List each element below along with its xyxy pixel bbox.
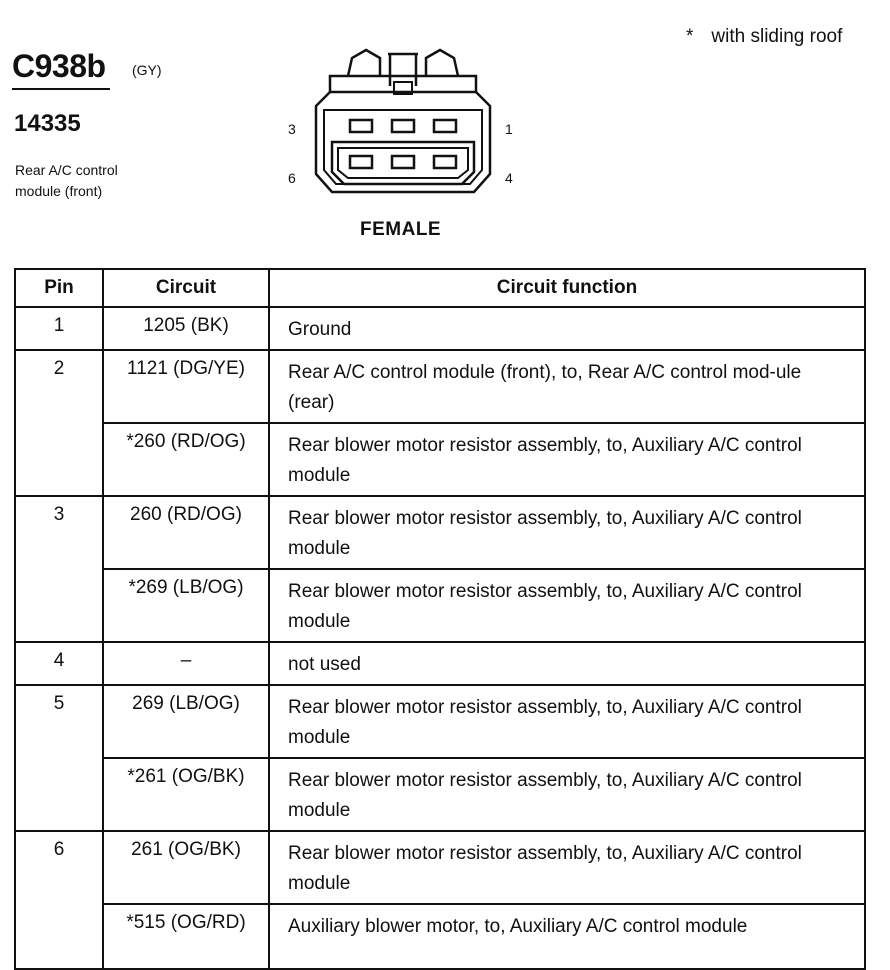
function-header: Circuit function [269,269,865,307]
table-header-row [15,269,865,307]
function-cell: Auxiliary blower motor, to, Auxiliary A/C control module [269,904,865,969]
pin-label-3: 3 [288,121,296,137]
connector-code: C938b [12,48,106,84]
table-row [15,642,865,685]
table-row [15,831,865,904]
pin-cell: 4 [15,642,103,685]
pin-label-6: 6 [288,170,296,186]
connector-gender: FEMALE [360,219,442,240]
circuit-cell: *515 (OG/RD) [103,904,269,969]
function-cell: Rear blower motor resistor assembly, to, Auxiliary A/C control module [269,496,865,569]
function-cell: Rear blower motor resistor assembly, to, Auxiliary A/C control module [269,569,865,642]
circuit-cell: *261 (OG/BK) [103,758,269,831]
function-cell: Rear blower motor resistor assembly, to, Auxiliary A/C control module [269,831,865,904]
pin-cell: 2 [15,350,103,496]
pin-label-1: 1 [505,121,513,137]
circuit-cell: 1205 (BK) [103,307,269,350]
table-row [15,904,865,969]
function-cell: Rear blower motor resistor assembly, to, Auxiliary A/C control module [269,423,865,496]
table-row [15,350,865,423]
function-cell: Rear blower motor resistor assembly, to, Auxiliary A/C control module [269,685,865,758]
description-line: module (front) [15,183,103,199]
table-row [15,307,865,350]
pin-header: Pin [15,269,103,307]
pinout-table [14,268,866,970]
table-row [15,569,865,642]
description-line: Rear A/C control [15,162,118,178]
sliding-roof-note [686,26,842,48]
pin-cell: 6 [15,831,103,969]
connector-color: (GY) [132,62,162,78]
table-row [15,423,865,496]
table-row [15,685,865,758]
code-underline [12,88,110,90]
circuit-cell: 1121 (DG/YE) [103,350,269,423]
circuit-cell: *269 (LB/OG) [103,569,269,642]
part-number: 14335 [14,110,81,137]
table-row [15,496,865,569]
pin-cell: 5 [15,685,103,831]
pin-label-4: 4 [505,170,513,186]
note-text: with sliding roof [711,26,843,47]
circuit-cell: – [103,642,269,685]
circuit-cell: 269 (LB/OG) [103,685,269,758]
circuit-cell: 261 (OG/BK) [103,831,269,904]
table-row [15,758,865,831]
connector-description [15,160,165,202]
function-cell: Rear A/C control module (front), to, Rear A/C control mod-ule (rear) [269,350,865,423]
connector-face-diagram [308,44,498,204]
circuit-cell: *260 (RD/OG) [103,423,269,496]
function-cell: Ground [269,307,865,350]
pin-cell: 3 [15,496,103,642]
function-cell: not used [269,642,865,685]
circuit-header: Circuit [103,269,269,307]
pin-cell: 1 [15,307,103,350]
circuit-cell: 260 (RD/OG) [103,496,269,569]
note-marker: * [686,26,694,47]
function-cell: Rear blower motor resistor assembly, to, Auxiliary A/C control module [269,758,865,831]
